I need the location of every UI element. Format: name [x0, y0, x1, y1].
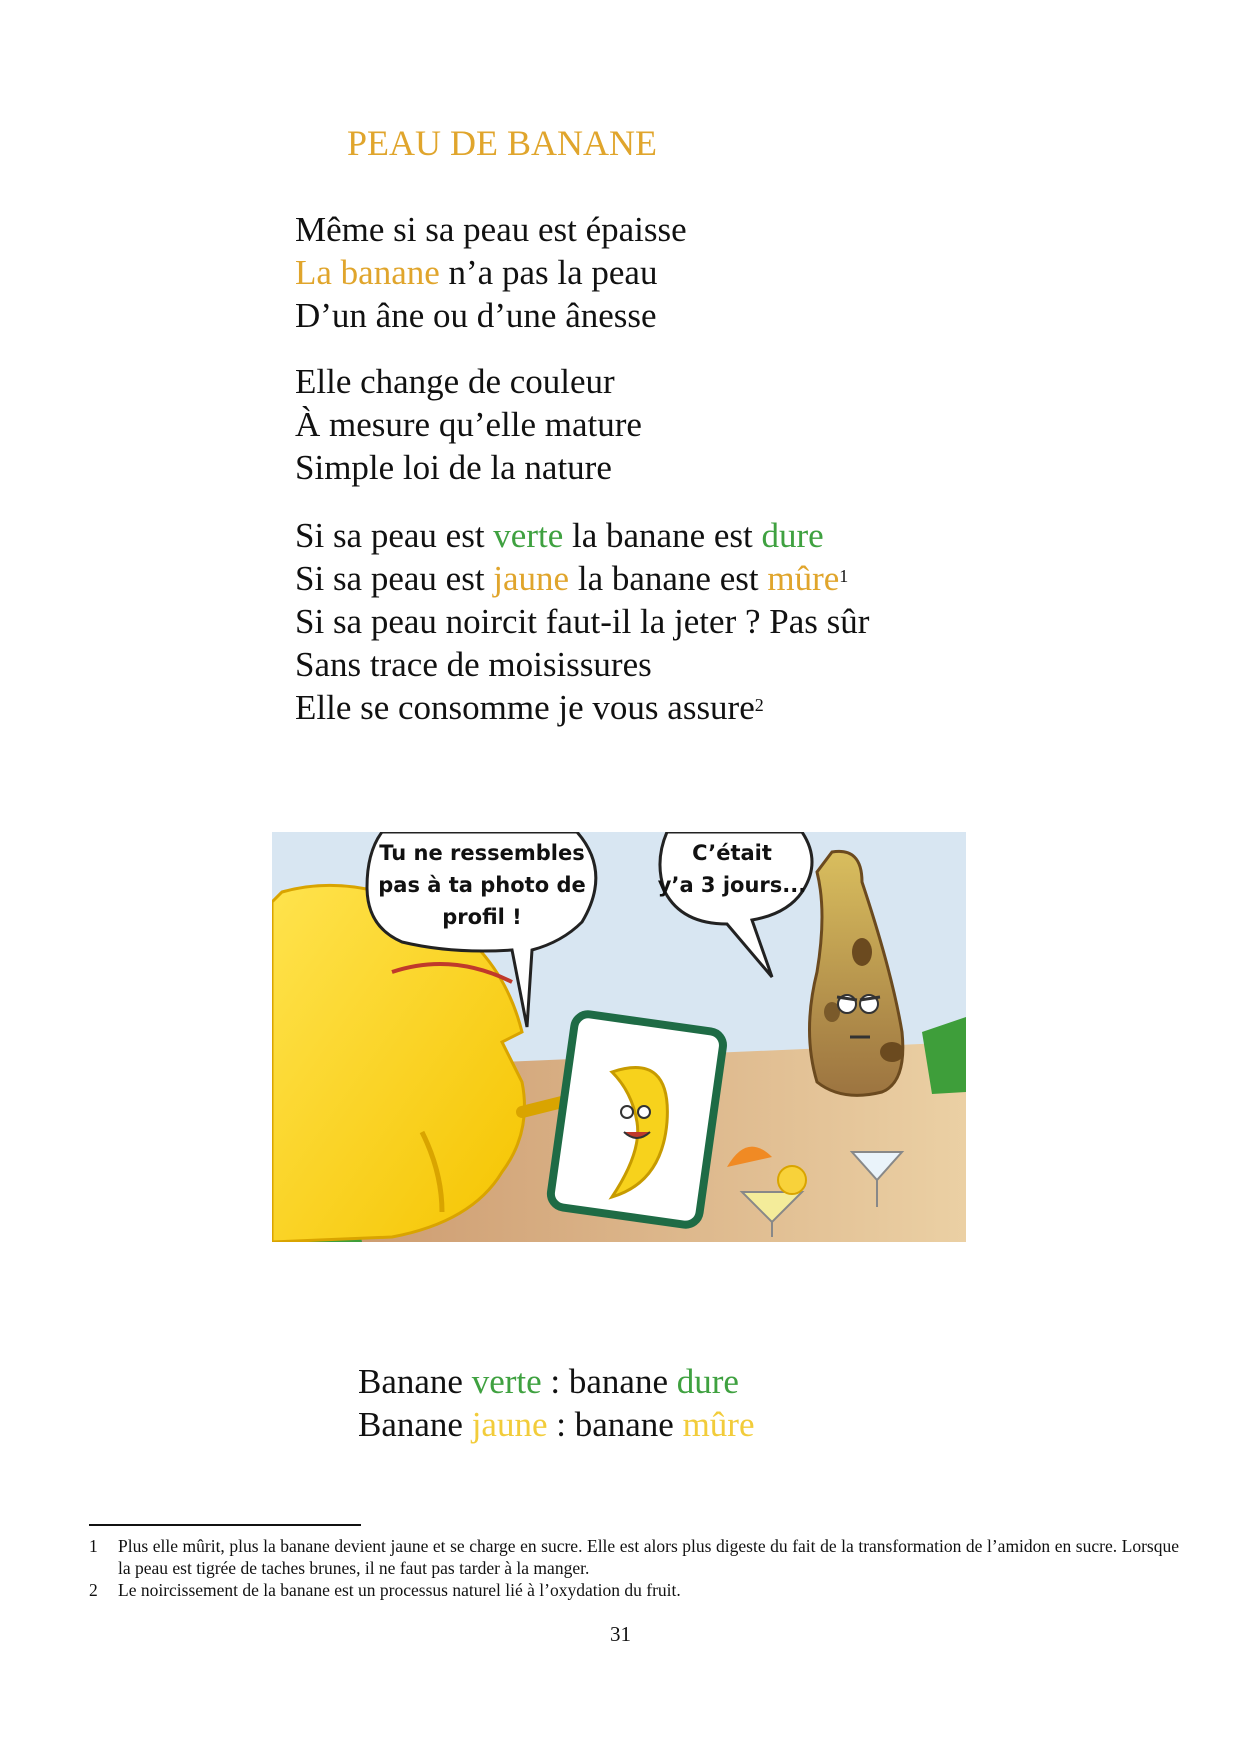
footnote-text: Plus elle mûrit, plus la banane devient jaune et se charge en sucre. Elle est alors plus digeste du fait de la transformation de l’amidon en sucre. Lorsque la peau est tigrée de taches brunes, il ne faut pas tarder à la manger. — [118, 1536, 1179, 1578]
footnote-1 — [89, 1535, 1179, 1579]
summary-text: Banane — [358, 1405, 472, 1444]
poem-line-text: la banane est — [563, 516, 762, 555]
poem-line — [295, 446, 642, 489]
poem-line — [295, 360, 642, 403]
footnote-separator — [89, 1524, 361, 1526]
phone-with-banana-photo — [549, 1013, 725, 1227]
stanza-1 — [295, 208, 687, 337]
poem-title: PEAU DE BANANE — [347, 123, 657, 163]
footnote-number: 1 — [89, 1536, 98, 1556]
page-number: 31 — [610, 1622, 631, 1646]
footnote-ref-2[interactable]: 2 — [754, 695, 764, 715]
summary-text: : banane — [547, 1405, 683, 1444]
footnotes — [89, 1535, 1179, 1601]
poem-line — [295, 686, 869, 729]
footnote-ref-1[interactable]: 1 — [839, 566, 849, 586]
stanza-2 — [295, 360, 642, 489]
poem-line-text: Simple loi de la nature — [295, 448, 612, 487]
highlight-dure: dure — [676, 1362, 739, 1401]
poem-line — [295, 514, 869, 557]
poem-line-text: Même si sa peau est épaisse — [295, 210, 687, 249]
poem-line — [295, 294, 687, 337]
summary-line — [358, 1403, 755, 1446]
poem-line-text: Si sa peau est — [295, 516, 494, 555]
poem-line-text: D’un âne ou d’une ânesse — [295, 296, 657, 335]
poem-line-text: la banane est — [569, 559, 768, 598]
stanza-3 — [295, 514, 869, 729]
summary-text: Banane — [358, 1362, 472, 1401]
poem-line-text: Sans trace de moisissures — [295, 645, 652, 684]
highlight-verte: verte — [493, 516, 564, 555]
footnote-2 — [89, 1579, 1179, 1601]
summary-block — [358, 1360, 755, 1446]
bubble-right-line-2: y’a 3 jours... — [657, 873, 807, 897]
bubble-right-line-1: C’était — [692, 841, 772, 865]
poem-line — [295, 403, 642, 446]
highlight-jaune: jaune — [471, 1405, 548, 1444]
summary-text: : banane — [541, 1362, 677, 1401]
poem-line-text: À mesure qu’elle mature — [295, 405, 642, 444]
poem-line-text: Si sa peau noircit faut-il la jeter ? Pas sûr — [295, 602, 870, 641]
cartoon-illustration — [272, 832, 966, 1242]
poem-line — [295, 643, 869, 686]
highlight-mure: mûre — [682, 1405, 755, 1444]
poem-line — [295, 208, 687, 251]
poem-line-text: Elle change de couleur — [295, 362, 615, 401]
highlight-mure: mûre — [767, 559, 840, 598]
summary-line — [358, 1360, 755, 1403]
poem-line-text: n’a pas la peau — [439, 253, 658, 292]
poem-line-text: Si sa peau est — [295, 559, 494, 598]
highlight-verte: verte — [471, 1362, 542, 1401]
bubble-left-line-3: profil ! — [442, 905, 522, 929]
highlight-jaune: jaune — [493, 559, 570, 598]
poem-line-text: Elle se consomme je vous assure — [295, 688, 755, 727]
footnote-number: 2 — [89, 1580, 98, 1600]
poem-line — [295, 251, 687, 294]
bubble-left-line-2: pas à ta photo de — [378, 873, 586, 897]
footnote-text: Le noircissement de la banane est un processus naturel lié à l’oxydation du fruit. — [118, 1580, 681, 1600]
poem-line — [295, 600, 869, 643]
poem-line — [295, 557, 869, 600]
highlight-dure: dure — [761, 516, 824, 555]
bubble-left-line-1: Tu ne ressembles — [379, 841, 585, 865]
highlight-banane: La banane — [295, 253, 440, 292]
